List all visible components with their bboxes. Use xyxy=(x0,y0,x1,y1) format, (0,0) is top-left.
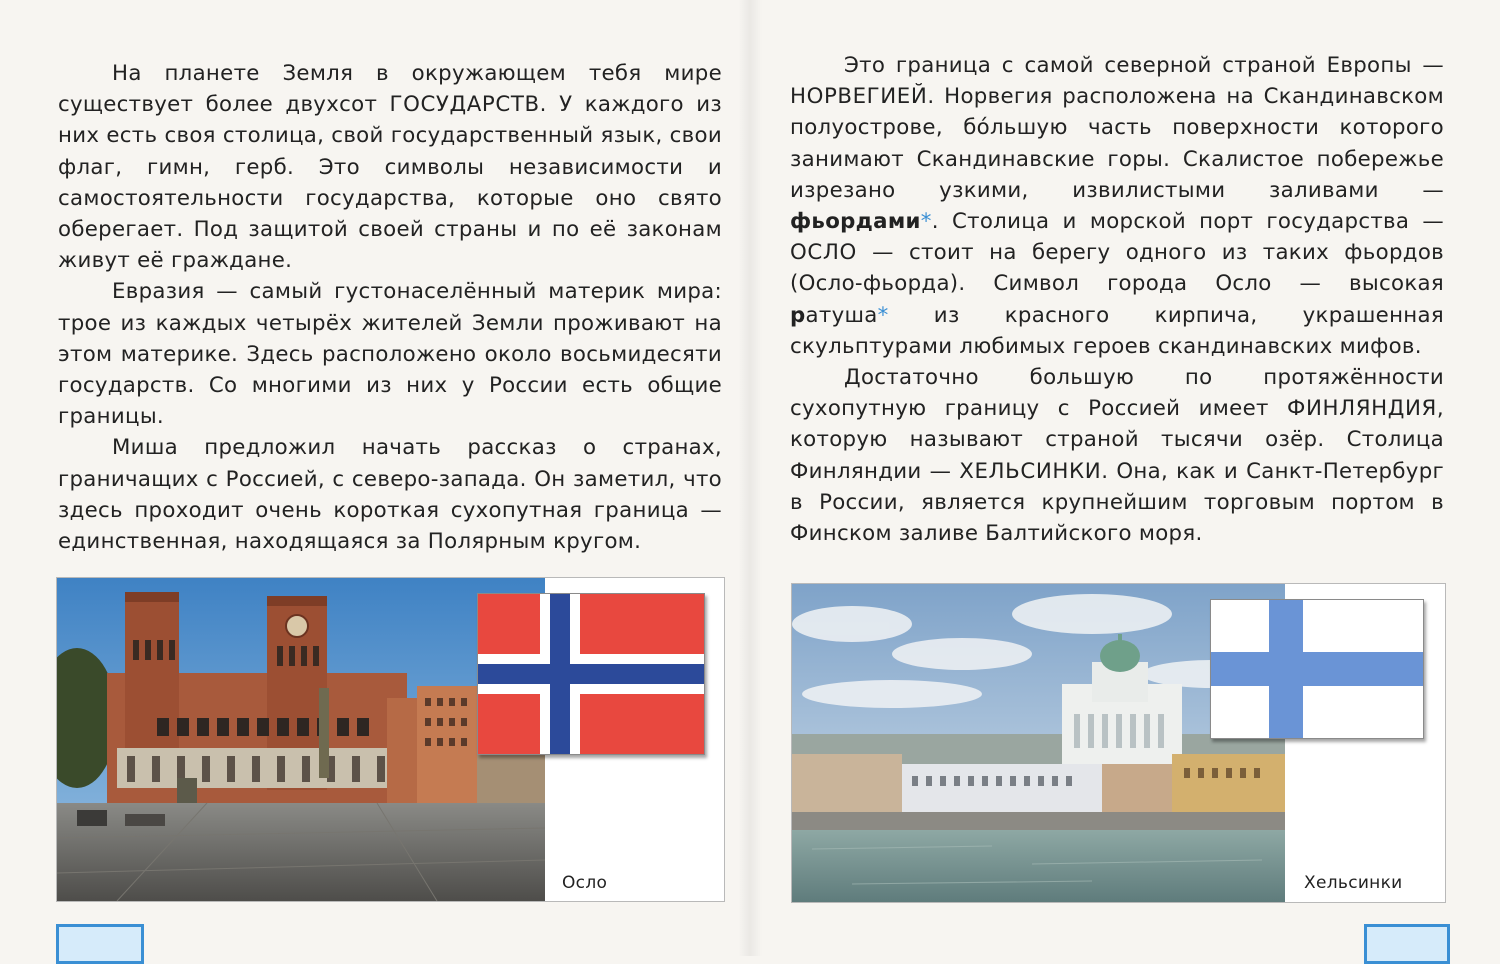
text-run: Миша предложил начать рассказ о странах, граничащих с Россией, с северо-запада. Он заметил, что здесь проходит очень короткая сухопутная граница — единственная, находящаяся за Полярным кругом. xyxy=(58,435,722,555)
norway-flag-icon xyxy=(477,593,705,755)
emphasized-term: НОРВЕГИЕЙ xyxy=(790,84,928,110)
left-page-paragraph xyxy=(58,58,722,276)
glossary-term: р xyxy=(790,302,806,328)
right-page xyxy=(750,0,1500,956)
finland-flag-icon xyxy=(1210,599,1424,739)
page-number-right xyxy=(1364,924,1450,964)
text-run: атуша xyxy=(805,302,878,328)
helsinki-caption: Хельсинки xyxy=(1304,873,1403,893)
left-page-text xyxy=(58,58,722,557)
left-page-paragraph xyxy=(58,276,722,432)
oslo-figure xyxy=(56,577,725,902)
helsinki-figure xyxy=(791,583,1446,903)
text-run: Евразия — самый густонаселённый материк мира: трое из каждых четырёх жителей Земли проживают на этом материке. Здесь расположено около восьмидесяти государств. Со многими из них у России есть общие границы. xyxy=(58,279,722,430)
text-run: , которую называют страной тысячи озёр. Столица Финляндии — xyxy=(790,396,1444,484)
text-run: из красного кирпича, украшенная скульптурами любимых героев скандинавских мифов. xyxy=(790,302,1444,359)
right-page-paragraph xyxy=(790,362,1444,549)
text-run: . Она, как и Санкт-Петербург в России, является крупнейшим торговым портом в Финском заливе Балтийского моря. xyxy=(790,458,1444,547)
oslo-caption: Осло xyxy=(562,873,608,893)
emphasized-term: ФИНЛЯНДИЯ xyxy=(1287,396,1437,422)
glossary-star-icon: * xyxy=(877,302,889,328)
text-run: На планете Земля в окружающем тебя мире существует более двухсот xyxy=(58,61,722,118)
glossary-star-icon: * xyxy=(920,209,932,235)
oslo-city-hall-photo xyxy=(57,578,545,901)
glossary-term: фьордами xyxy=(790,209,921,235)
left-page xyxy=(0,0,750,956)
text-run: — стоит на берегу одного из таких фьордов (Осло-фьорда). Символ города Осло — высокая xyxy=(790,240,1444,297)
text-run: . У каждого из них есть своя столица, свой государственный язык, свои флаг, гимн, герб. Это символы независимости и самостоятельности государства, которые оно свято оберегает. Под защитой своей страны и по её законам живут её граждане. xyxy=(58,92,722,274)
right-page-paragraph xyxy=(790,50,1444,362)
page-number-left xyxy=(56,924,144,964)
emphasized-term: ХЕЛЬСИНКИ xyxy=(959,458,1102,484)
text-run: Это граница с самой северной страной Европы — xyxy=(844,53,1444,78)
text-run: . Норвегия расположена на Скандинавском полуострове, бóльшую часть поверхности которого занимают Скандинавские горы. Скалистое побережье изрезано узкими, извилистыми заливами — xyxy=(790,84,1444,203)
text-run: . Столица и морской порт государства — xyxy=(931,209,1444,235)
text-run: Достаточно большую по протяжённости сухопутную границу с Россией имеет xyxy=(790,365,1444,422)
emphasized-term: ОСЛО xyxy=(790,240,857,266)
left-page-paragraph xyxy=(58,432,722,557)
emphasized-term: ГОСУДАРСТВ xyxy=(389,92,540,118)
right-page-text xyxy=(790,50,1444,549)
